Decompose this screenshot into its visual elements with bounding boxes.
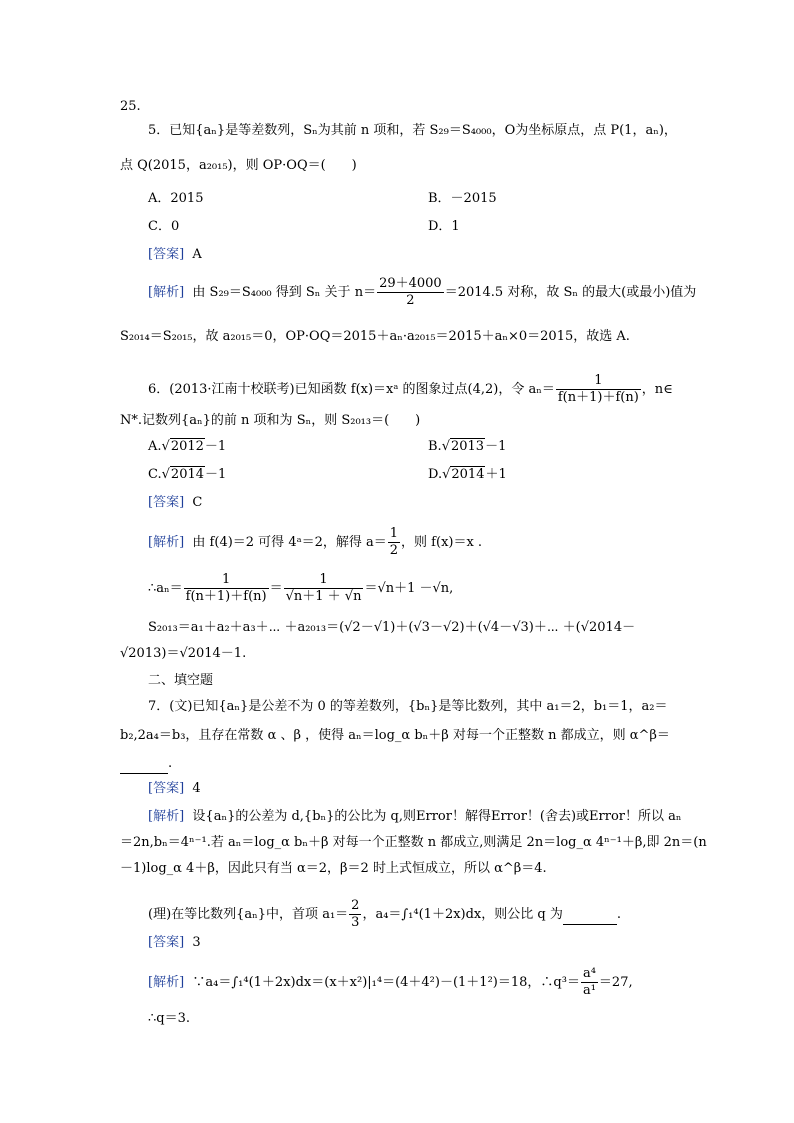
q7-stem-line2: b₂,2a₄＝b₃，且存在常数 α 、β ，使得 aₙ＝log_α bₙ＋β 对每一个正整数 n 都成立，则 α^β＝ xyxy=(120,728,670,743)
li-stem-text-post: ，a₄＝∫₁⁴(1＋2x)dx，则公比 q 为 xyxy=(362,907,563,922)
q5-analysis-line2: S₂₀₁₄＝S₂₀₁₅，故 a₂₀₁₅＝0，OP·OQ＝2015＋aₙ·a₂₀₁₅＝2015＋aₙ×0＝2015，故选 A. xyxy=(120,329,630,344)
q7-stem-line1: 7．(文)已知{aₙ}是公差不为 0 的等差数列，{bₙ}是等比数列，其中 a₁＝2，b₁＝1，a₂＝ xyxy=(148,699,668,714)
q6-stem-text: 6．(2013·江南十校联考)已知函数 f(x)＝xᵃ 的图象过点(4,2)，令 aₙ＝ xyxy=(148,382,555,397)
q5-analysis-line1 xyxy=(148,276,696,309)
fraction-denominator: f(n＋1)＋f(n) xyxy=(557,390,639,405)
answer-tag: [答案] xyxy=(148,247,185,262)
fraction-numerator: a⁴ xyxy=(582,966,596,981)
q7-analysis-text: 设{aₙ}的公差为 d,{bₙ}的公比为 q,则Error！解得Error！(舍去)或Error！所以 aₙ xyxy=(192,809,682,824)
fraction-denominator: 2 xyxy=(406,293,415,308)
q7-analysis-line1 xyxy=(148,808,682,826)
q5-option-c: C．0 xyxy=(148,219,180,234)
step-fraction-1 xyxy=(184,572,269,605)
fraction-denominator: 3 xyxy=(351,915,360,930)
option-tail: －1 xyxy=(485,439,507,454)
q7-li-answer-line xyxy=(148,934,201,952)
li-stem-text: (理)在等比数列{aₙ}中，首项 a₁＝ xyxy=(148,907,349,922)
q6-sum-line2: √2013)＝√2014－1. xyxy=(120,646,247,661)
li-fraction xyxy=(349,898,361,931)
q7-li-answer: 3 xyxy=(192,935,201,950)
q7-analysis-line3: －1)log_α 4＋β，因此只有当 α＝2，β＝2 时上式恒成立，所以 α^β＝4. xyxy=(120,861,547,876)
q6-option-b: B.√2013－1 xyxy=(428,439,507,454)
option-label: A. xyxy=(148,439,162,454)
q7-stem-line3 xyxy=(120,755,172,774)
q6-analysis-text-post: ，则 f(x)＝x . xyxy=(401,535,483,550)
q6-stem-text-post: ，n∈ xyxy=(641,382,673,397)
answer-tag: [答案] xyxy=(148,781,185,796)
fraction-numerator: 29＋4000 xyxy=(379,276,442,291)
option-label: D. xyxy=(428,467,443,482)
q6-fraction xyxy=(556,373,641,406)
fraction-numerator: 1 xyxy=(184,572,269,589)
q5-stem-line1: 5．已知{aₙ}是等差数列，Sₙ为其前 n 项和，若 S₂₉＝S₄₀₀₀，O为坐标原点，点 P(1，aₙ)， xyxy=(148,123,677,138)
fraction-denominator: √n＋1 ＋ √n xyxy=(285,589,362,604)
fraction-numerator: 2 xyxy=(351,898,360,913)
q5-analysis-text-post: ＝2014.5 对称，故 Sₙ 的最大(或最小)值为 xyxy=(444,285,697,300)
q6-analysis-text: 由 f(4)＝2 可得 4ᵃ＝2，解得 a＝ xyxy=(192,535,387,550)
option-tail: ＋1 xyxy=(485,467,507,482)
fraction-denominator: f(n＋1)＋f(n) xyxy=(185,589,267,604)
answer-blank xyxy=(563,906,617,925)
q6-option-c: C.√2014－1 xyxy=(148,467,227,482)
option-tail: －1 xyxy=(204,439,227,454)
q5-stem-line2: 点 Q(2015，a₂₀₁₅)，则 OP·OQ＝( ) xyxy=(120,158,357,173)
q5-fraction xyxy=(377,276,444,309)
answer-tag: [答案] xyxy=(148,935,185,950)
q7-li-stem xyxy=(148,898,621,931)
radicand: 2014 xyxy=(170,467,205,482)
q5-option-a: A．2015 xyxy=(148,191,204,206)
q6-option-d: D.√2014＋1 xyxy=(428,467,507,482)
option-label: C. xyxy=(148,467,162,482)
q6-stem-line2: N*.记数列{aₙ}的前 n 项和为 Sₙ，则 S₂₀₁₃＝( ) xyxy=(120,413,421,428)
q6-analysis-step xyxy=(148,572,453,605)
answer-blank xyxy=(120,755,168,774)
radicand: 2013 xyxy=(450,439,485,454)
q6-answer: C xyxy=(192,495,203,510)
q5-option-b: B．－2015 xyxy=(428,191,497,206)
fraction-denominator: a¹ xyxy=(582,983,596,998)
option-tail: －1 xyxy=(205,467,227,482)
radicand: 2014 xyxy=(451,467,485,482)
fraction-numerator: 1 xyxy=(556,373,641,390)
q5-answer: A xyxy=(192,247,202,262)
fraction-numerator: 1 xyxy=(284,572,364,589)
equals-sign: ＝ xyxy=(269,581,283,596)
q6-option-a: A.√2012－1 xyxy=(148,439,227,454)
q5-analysis-text: 由 S₂₉＝S₄₀₀₀ 得到 Sₙ 关于 n＝ xyxy=(192,285,377,300)
option-label: B. xyxy=(428,439,442,454)
q7-li-analysis-line xyxy=(148,966,633,999)
q6-sum-line1: S₂₀₁₃＝a₁＋a₂＋a₃＋⋯ ＋a₂₀₁₃＝(√2－√1)＋(√3－√2)＋(√4－√3)＋⋯ ＋(√2014－ xyxy=(148,620,636,635)
q7-stem-end: . xyxy=(168,756,173,771)
q5-option-d: D．1 xyxy=(428,219,460,234)
q5-answer-line xyxy=(148,246,202,264)
prev-answer-tail: 25. xyxy=(120,99,141,114)
section-heading: 二、填空题 xyxy=(148,673,214,688)
analysis-tag: [解析] xyxy=(148,285,185,300)
li-analysis-fraction xyxy=(581,966,598,999)
q6-stem-line1 xyxy=(148,373,673,406)
li-analysis-text: ∵a₄＝∫₁⁴(1＋2x)dx＝(x＋x²)|₁⁴＝(4＋4²)－(1＋1²)＝18，∴q³＝ xyxy=(192,975,580,990)
q7-li-final: ∴q＝3. xyxy=(148,1011,190,1026)
answer-tag: [答案] xyxy=(148,495,185,510)
q7-analysis-line2: ＝2n,bₙ＝4ⁿ⁻¹.若 aₙ＝log_α bₙ＋β 对每一个正整数 n 都成立,则满足 2n＝log_α 4ⁿ⁻¹＋β,即 2n＝(n xyxy=(120,835,707,850)
q6-answer-line xyxy=(148,494,202,512)
fraction-denominator: 2 xyxy=(389,543,399,558)
analysis-tag: [解析] xyxy=(148,809,185,824)
q7-answer-line xyxy=(148,780,201,798)
li-stem-end: . xyxy=(616,907,621,922)
step-text-post: ＝√n＋1 －√n, xyxy=(364,581,454,596)
q7-answer: 4 xyxy=(192,781,201,796)
half-fraction xyxy=(388,526,400,559)
fraction-numerator: 1 xyxy=(389,526,399,541)
step-fraction-2 xyxy=(284,572,364,605)
q6-analysis-line1 xyxy=(148,526,482,559)
analysis-tag: [解析] xyxy=(148,975,185,990)
step-text: ∴aₙ＝ xyxy=(148,581,183,596)
analysis-tag: [解析] xyxy=(148,535,185,550)
radicand: 2012 xyxy=(170,439,204,454)
li-analysis-text-post: ＝27, xyxy=(598,975,633,990)
